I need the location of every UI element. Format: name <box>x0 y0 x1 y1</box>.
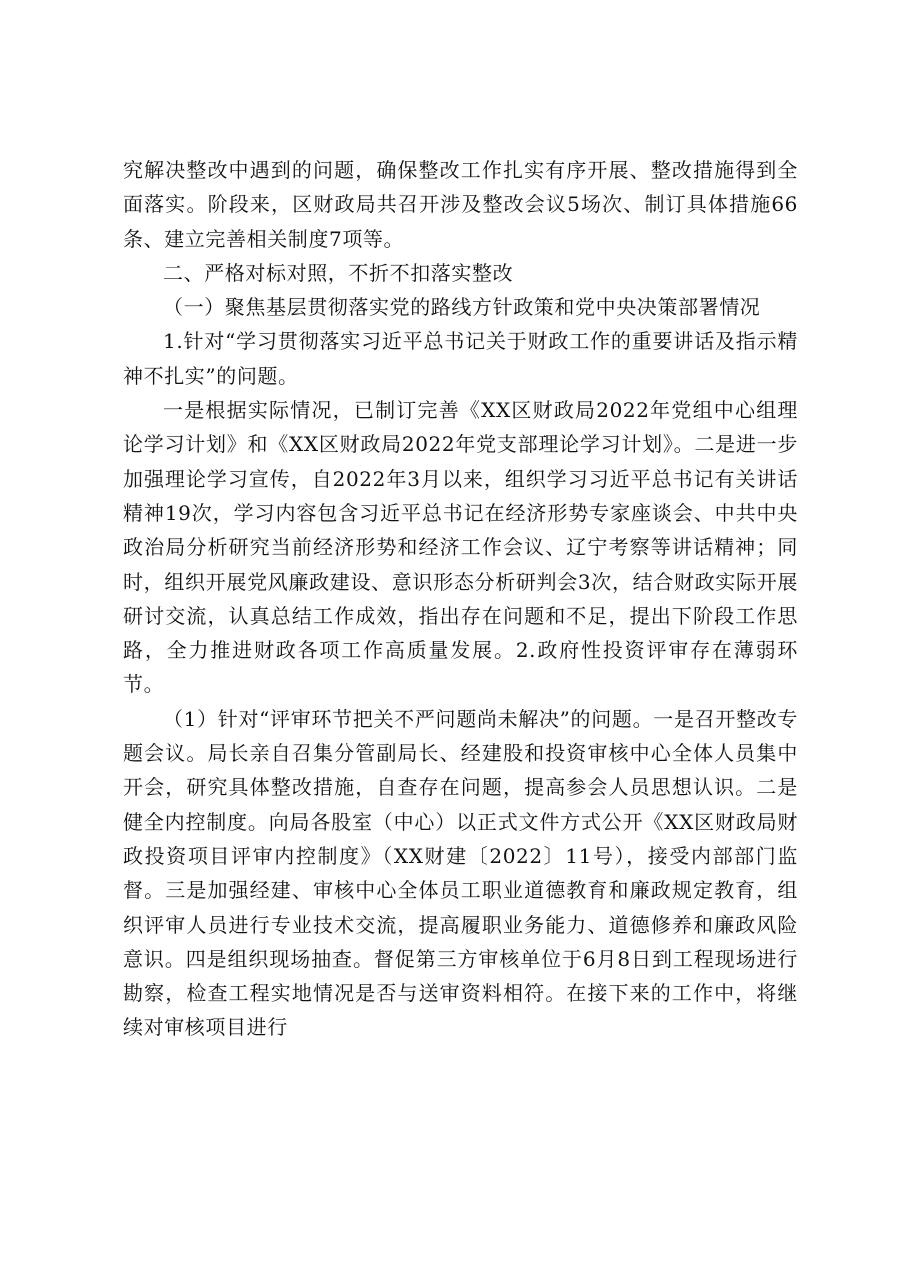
document-page <box>123 153 798 1045</box>
paragraph-review: （1）针对“评审环节把关不严问题尚未解决”的问题。一是召开整改专题会议。局长亲自召集分管副局长、经建股和投资审核中心全体人员集中开会，研究具体整改措施，自查存在问题，提高参会人员思想认识。二是健全内控制度。向局各股室（中心）以正式文件方式公开《XX区财政局财政投资项目评审内控制度》（XX财建〔2022〕11号），接受内部部门监督。三是加强经建、审核中心全体员工职业道德教育和廉政规定教育，组织评审人员进行专业技术交流，提高履职业务能力、道德修养和廉政风险意识。四是组织现场抽查。督促第三方审核单位于6月8日到工程现场进行勘察，检查工程实地情况是否与送审资料相符。在接下来的工作中，将继续对审核项目进行 <box>123 706 798 1040</box>
paragraph-continuation: 究解决整改中遇到的问题，确保整改工作扎实有序开展、整改措施得到全面落实。阶段来，区财政局共召开涉及整改会议5场次、制订具体措施66条、建立完善相关制度7项等。 <box>123 158 798 251</box>
paragraph-item-1: 1.针对“学习贯彻落实习近平总书记关于财政工作的重要讲话及指示精神不扎实”的问题。 <box>123 329 798 388</box>
subsection-heading: （一）聚焦基层贯彻落实党的路线方针政策和党中央决策部署情况 <box>163 295 761 320</box>
section-heading: 二、严格对标对照，不折不扣落实整改 <box>163 260 514 285</box>
paragraph-measures: 一是根据实际情况，已制订完善《XX区财政局2022年党组中心组理论学习计划》和《XX区财政局2022年党支部理论学习计划》。二是进一步加强理论学习宣传，自2022年3月以来，组织学习习近平总书记有关讲话精神19次，学习内容包含习近平总书记在经济形势专家座谈会、中共中央政治局分析研究当前经济形势和经济工作会议、辽宁考察等讲话精神；同时，组织开展党风廉政建设、意识形态分析研判会3次，结合财政实际开展研讨交流，认真总结工作成效，指出存在问题和不足，提出下阶段工作思路，全力推进财政各项工作高质量发展。2.政府性投资评审存在薄弱环节。 <box>123 398 798 697</box>
